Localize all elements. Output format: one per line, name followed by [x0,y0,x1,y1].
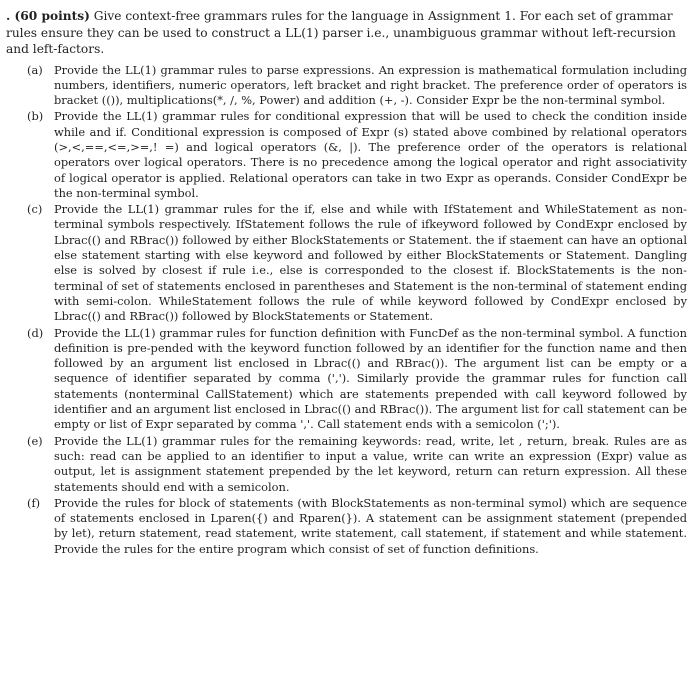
sub-question-b [6,109,687,201]
sub-question-f [6,496,687,557]
sub-question-c [6,202,687,324]
sub-question-e [6,434,687,495]
sub-question-a [6,63,687,109]
sub-question-text: Provide the LL(1) grammar rules for function definition with FuncDef as the non-terminal symbol. A function definition is pre-pended with the keyword function followed by an identifier for the function name and then followed by an argument list enclosed in Lbrac(() and RBrac()). The argument list can be empty or a sequence of identifier separated by comma (','). Similarly provide the grammar rules for function call statements (nonterminal CallStatement) which are statements prepended with call keyword followed by identifier and an argument list enclosed in Lbrac(() and RBrac()). The argument list for call statement can be empty or list of Expr separated by comma ','. Call statement ends with a semicolon (';'). [54,325,687,432]
sub-question-list [6,63,687,558]
sub-question-text: Provide the LL(1) grammar rules for the if, else and while with IfStatement and WhileStatement as non-terminal symbols respectively. IfStatement follows the rule of ifkeyword followed by CondExpr enclosed by Lbrac(() and RBrac()) followed by either BlockStatements or Statement. the if staement can have an optional else statement starting with else keyword and followed by either BlockStatements or Statement. Dangling else is solved by closest if rule i.e., else is corresponded to the closest if. BlockStatements is the non-terminal of set of statements enclosed in parentheses and Statement is the non-terminal of statement ending with semi-colon. WhileStatement follows the rule of while keyword followed by CondExpr enclosed by Lbrac(() and RBrac()) followed by BlockStatements or Statement. [54,202,687,324]
sub-question-text: Provide the LL(1) grammar rules for the remaining keywords: read, write, let , return, break. Rules are as such: read can be applied to an identifier to input a value, write can write an expression (Expr) value as output, let is assignment statement prepended by the let keyword, return can return expression. All these statements should end with a semicolon. [54,433,687,494]
sub-question-label: (a) [27,62,43,77]
sub-question-label: (b) [27,109,44,124]
sub-question-text: Provide the LL(1) grammar rules to parse expressions. An expression is mathematical formulation including numbers, identifiers, numeric operators, left bracket and right bracket. The preference order of operators is bracket (()), multiplications(*, /, %, Power) and addition (+, -). Consider Expr be the non-terminal symbol. [54,62,687,108]
sub-question-label: (d) [27,325,44,340]
sub-question-label: (c) [27,202,43,217]
sub-question-text: Provide the LL(1) grammar rules for conditional expression that will be used to check the condition inside while and if. Conditional expression is composed of Expr (s) stated above combined by relational operators (>,<,==,<=,>=,! =) and logical operators (&, |). The preference order of the operators is relational operators over logical operators. There is no precedence among the logical operator and right associativity of logical operator is applied. Relational operators can take in two Expr as operands. Consider CondExpr be the non-terminal symbol. [54,109,687,200]
sub-question-d [6,326,687,433]
question-intro [6,8,687,58]
question-intro-text: Give context-free grammars rules for the language in Assignment 1. For each set of grammar rules ensure they can be used to construct a LL(1) parser i.e., unambiguous grammar without left-recursion and left-factors. [6,9,676,56]
question-number-label: . (60 points) [6,9,90,23]
sub-question-label: (e) [27,433,43,448]
sub-question-text: Provide the rules for block of statements (with BlockStatements as non-terminal symol) which are sequence of statements enclosed in Lparen({) and Rparen(}). A statement can be assignment statement (prepended by let), return statement, read statement, write statement, call statement, if statement and while statement. Provide the rules for the entire program which consist of set of function definitions. [54,495,687,556]
sub-question-label: (f) [27,495,41,510]
